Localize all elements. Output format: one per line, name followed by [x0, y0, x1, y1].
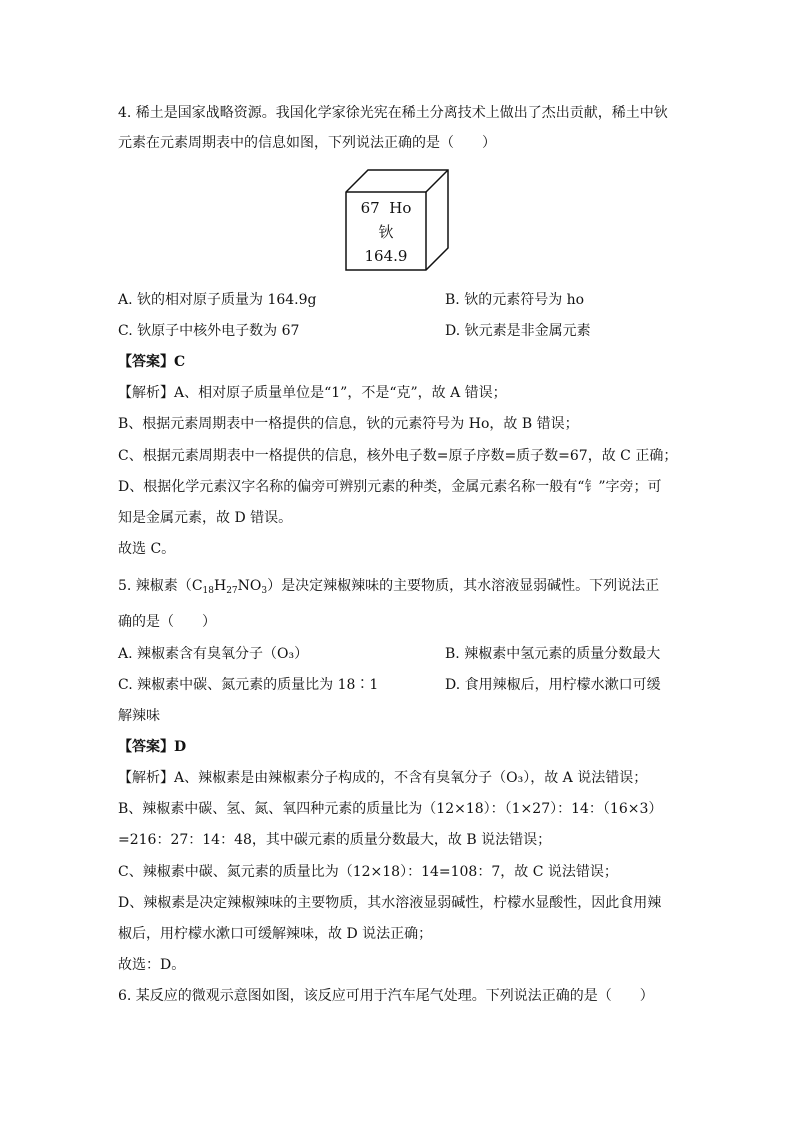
element-number: 67: [360, 199, 380, 217]
formula-h: H: [213, 578, 227, 594]
q4-option-a: A. 钬的相对原子质量为 164.9g: [118, 292, 317, 308]
q5-conclusion: 故选：D。: [118, 957, 186, 973]
q4-stem-line2: 元素在元素周期表中的信息如图，下列说法正确的是（ ）: [118, 135, 496, 151]
q4-option-d: D. 钬元素是非金属元素: [445, 323, 591, 339]
element-mass: 164.9: [364, 247, 408, 265]
formula-c-sub: 18: [202, 586, 214, 596]
q4-analysis-line: B、根据元素周期表中一格提供的信息，钬的元素符号为 Ho，故 B 错误；: [118, 416, 579, 432]
capsaicin-formula: [192, 578, 267, 594]
q5-analysis-line: C、辣椒素中碳、氮元素的质量比为（12×18）：14=108：7，故 C 说法错误；: [118, 864, 618, 880]
q4-analysis-line: 【解析】A、相对原子质量单位是“1”，不是“克”，故 A 错误；: [118, 385, 507, 401]
q6-stem: 6. 某反应的微观示意图如图，该反应可用于汽车尾气处理。下列说法正确的是（ ）: [118, 988, 654, 1004]
formula-no-sub: 3: [261, 586, 268, 596]
q5-option-b: B. 辣椒素中氢元素的质量分数最大: [445, 646, 661, 662]
q5-option-d-cont: 解辣味: [118, 708, 160, 724]
q5-analysis-line: =216：27：14：48，其中碳元素的质量分数最大，故 B 说法错误；: [118, 832, 552, 848]
element-symbol: Ho: [389, 199, 412, 217]
formula-h-sub: 27: [226, 586, 238, 596]
q5-analysis-line: D、辣椒素是决定辣椒辣味的主要物质，其水溶液显弱碱性，柠檬水显酸性，因此食用辣: [118, 895, 662, 911]
formula-c: C: [191, 578, 203, 594]
element-card-text: [346, 196, 426, 268]
q5-stem-post: ）是决定辣椒辣味的主要物质，其水溶液显弱碱性。下列说法正: [267, 578, 660, 594]
element-name: 钬: [378, 223, 394, 241]
q5-option-a: A. 辣椒素含有臭氧分子（O₃）: [118, 646, 309, 662]
q5-answer: 【答案】D: [118, 739, 187, 755]
q4-analysis-line: C、根据元素周期表中一格提供的信息，核外电子数=原子序数=质子数=67，故 C 正确；: [118, 448, 678, 464]
q5-analysis-line: 【解析】A、辣椒素是由辣椒素分子构成的，不含有臭氧分子（O₃），故 A 说法错误；: [118, 770, 648, 786]
q4-conclusion: 故选 C。: [118, 541, 176, 557]
formula-no: NO: [237, 578, 262, 594]
q5-stem-line2: 确的是（ ）: [118, 614, 216, 630]
q4-stem-line1: 4. 稀土是国家战略资源。我国化学家徐光宪在稀土分离技术上做出了杰出贡献，稀土中钬: [118, 105, 668, 121]
q5-analysis-line: 椒后，用柠檬水漱口可缓解辣味，故 D 说法正确；: [118, 926, 433, 942]
q5-option-c: C. 辣椒素中碳、氮元素的质量比为 18∶1: [118, 677, 379, 693]
q5-stem-pre: 5. 辣椒素（: [118, 578, 192, 594]
q5-stem-line1: [118, 576, 659, 601]
q4-option-c: C. 钬原子中核外电子数为 67: [118, 323, 300, 339]
q4-analysis-line: 知是金属元素，故 D 错误。: [118, 510, 293, 526]
element-card: [344, 168, 450, 274]
q4-analysis-line: D、根据化学元素汉字名称的偏旁可辨别元素的种类，金属元素名称一般有“钅”字旁；可: [118, 479, 662, 495]
q4-option-b: B. 钬的元素符号为 ho: [445, 292, 585, 308]
q5-option-d: D. 食用辣椒后，用柠檬水漱口可缓: [445, 677, 661, 693]
q4-answer: 【答案】C: [118, 354, 186, 370]
q5-analysis-line: B、辣椒素中碳、氢、氮、氧四种元素的质量比为（12×18）：（1×27）：14：（16×3）: [118, 801, 663, 817]
